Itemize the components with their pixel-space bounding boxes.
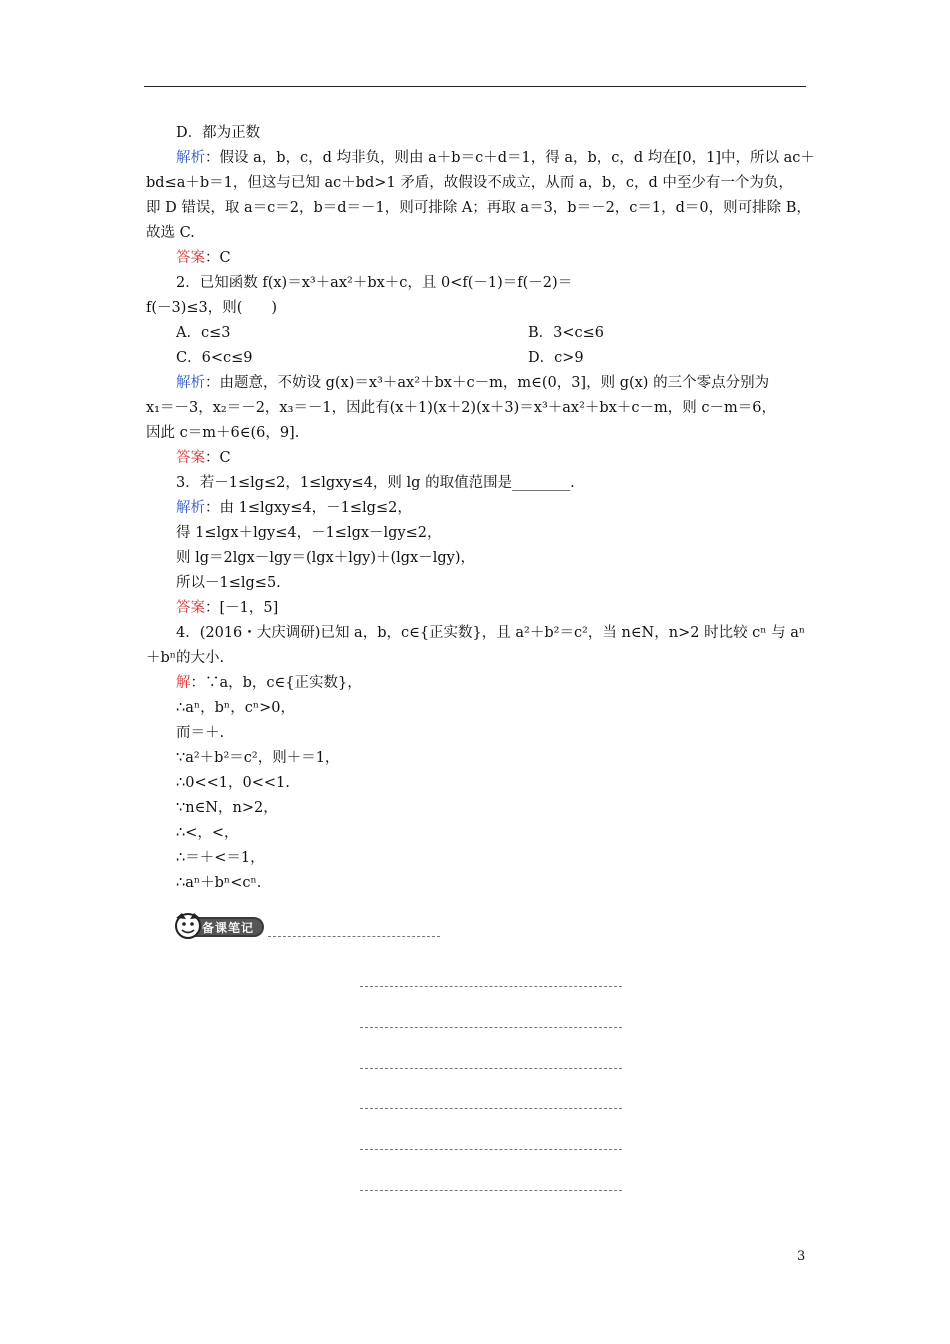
lesson-notes-header [172, 904, 442, 942]
option-d: D．都为正数 [176, 125, 261, 141]
notes-header-dash [268, 936, 440, 937]
analysis-label: 解析 [176, 150, 205, 166]
note-line [360, 986, 622, 987]
answer-text: ：[－1，5] [205, 600, 279, 616]
option-c: C．6<c≤9 [176, 350, 253, 366]
page-number: 3 [797, 1249, 806, 1264]
header-rule [144, 86, 806, 87]
question-3: 3．若－1≤lg≤2，1≤lgxy≤4，则 lg 的取值范围是________. [176, 475, 575, 491]
solution-4-line-8: ∴＝＋<＝1， [176, 850, 265, 866]
solution-4-line-7: ∴<，<， [176, 825, 239, 841]
answer-2 [146, 446, 808, 471]
analysis-text: ：由题意，不妨设 g(x)＝x³＋ax²＋bx＋c－m，m∈(0，3]，则 g(x) 的三个零点分别为 [205, 375, 770, 391]
note-line [360, 1068, 622, 1069]
analysis-2-line-2: x₁＝－3，x₂＝－2，x₃＝－1，因此有(x＋1)(x＋2)(x＋3)＝x³＋ax²＋bx＋c－m，则 c－m＝6， [146, 400, 776, 416]
question-2-options-cd [146, 346, 808, 371]
analysis-2-line-1 [146, 371, 808, 396]
note-line [360, 1190, 622, 1191]
solution-4-line-5: ∴0<<1，0<<1. [176, 775, 290, 791]
option-d-2: D．c>9 [528, 350, 584, 366]
solution-4-line-3: 而＝＋. [176, 725, 225, 741]
question-2-line-2: f(－3)≤3，则( ) [146, 300, 278, 316]
analysis-3-line-2: 得 1≤lgx＋lgy≤4，－1≤lgx－lgy≤2， [176, 525, 442, 541]
solution-4-line-9: ∴aⁿ＋bⁿ<cⁿ. [176, 875, 262, 891]
answer-text: ：C [205, 450, 231, 466]
option-b: B．3<c≤6 [528, 325, 605, 341]
solution-4-line-2: ∴aⁿ，bⁿ，cⁿ>0， [176, 700, 295, 716]
solution-label: 解 [176, 675, 191, 691]
analysis-3-line-1 [146, 496, 808, 521]
answer-1 [146, 246, 808, 271]
answer-text: ：C [205, 250, 231, 266]
analysis-1-line-1 [146, 146, 815, 171]
answer-label: 答案 [176, 450, 205, 466]
solution-4-line-1 [146, 671, 808, 696]
solution-4-line-4: ∵a²＋b²＝c²，则＋＝1， [176, 750, 340, 766]
analysis-label: 解析 [176, 375, 205, 391]
question-4-line-2: ＋bⁿ的大小. [146, 650, 225, 666]
question-2-line-1: 2．已知函数 f(x)＝x³＋ax²＋bx＋c，且 0<f(－1)＝f(－2)＝ [176, 275, 573, 291]
question-2-options-ab [146, 321, 808, 346]
analysis-3-line-4: 所以－1≤lg≤5. [176, 575, 281, 591]
note-line [360, 1149, 622, 1150]
document-body [146, 121, 815, 896]
analysis-text: ：由 1≤lgxy≤4，－1≤lg≤2， [205, 500, 412, 516]
note-line [360, 1108, 622, 1109]
solution-4-line-6: ∵n∈N，n>2， [176, 800, 278, 816]
analysis-1-line-2: bd≤a＋b＝1，但这与已知 ac＋bd>1 矛盾，故假设不成立，从而 a，b，c，d 中至少有一个为负， [146, 175, 793, 191]
analysis-text: ：假设 a，b，c，d 均非负，则由 a＋b＝c＋d＝1，得 a，b，c，d 均在[0，1]中，所以 ac＋ [205, 150, 815, 166]
option-a: A．c≤3 [176, 325, 231, 341]
analysis-2-line-3: 因此 c＝m＋6∈(6，9]. [146, 425, 300, 441]
analysis-1-line-3: 即 D 错误，取 a＝c＝2，b＝d＝－1，则可排除 A；再取 a＝3，b＝－2，c＝1，d＝0，则可排除 B， [146, 200, 811, 216]
answer-label: 答案 [176, 600, 205, 616]
analysis-1-line-4: 故选 C. [146, 225, 195, 241]
question-4-line-1: 4．(2016・大庆调研)已知 a，b，c∈{正实数}，且 a²＋b²＝c²，当 n∈N，n>2 时比较 cⁿ 与 aⁿ [176, 625, 806, 641]
note-line [360, 1027, 622, 1028]
analysis-label: 解析 [176, 500, 205, 516]
notes-title: 备课笔记 [202, 921, 255, 935]
answer-3 [146, 596, 808, 621]
solution-text: ：∵a，b，c∈{正实数}， [190, 675, 362, 691]
analysis-3-line-3: 则 lg＝2lgx－lgy＝(lgx＋lgy)＋(lgx－lgy)， [176, 550, 476, 566]
answer-label: 答案 [176, 250, 205, 266]
